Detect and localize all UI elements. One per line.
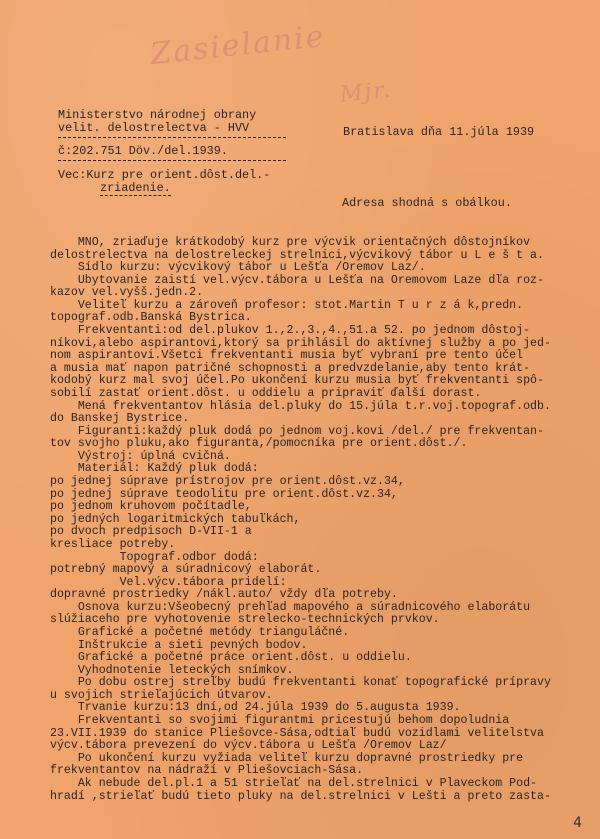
body-line: Ubytovanie zaistí vel.výcv.tábora u Lešťa na Oremovom Laze dľa roz- <box>50 273 544 287</box>
body-line: výcv.tábora prevezení do výcv.tábora u Lešťa /Oremov Laz/ <box>50 739 447 753</box>
subject-line-2: zriadenie. <box>100 181 171 195</box>
body-line: potrebný mapový a súradnicový elaborát. <box>50 563 322 577</box>
body-line: Ak nebude del.pl.1 a 51 strieľať na del.strelnici v Plaveckom Pod- <box>50 776 538 790</box>
body-line: Figuranti:každý pluk dodá po jednom voj.kovi /del./ pre frekventan- <box>50 424 544 438</box>
body-line: kresliace potreby. <box>50 537 176 551</box>
pencil-annotation-right: Mjr. <box>338 77 394 108</box>
body-line: Sídlo kurzu: výcvikový tábor u Lešťa /Oremov Laz/. <box>50 261 426 275</box>
page-number: 4 <box>573 815 582 831</box>
body-line: Po dobu ostrej streľby budú frekventanti konať topografické prípravy <box>50 676 551 690</box>
body-line: Osnova kurzu:Všeobecný prehľad mapového a súradnicového elaborátu <box>50 600 531 614</box>
pencil-annotation-top: Zasielanie <box>148 18 327 73</box>
org-line-2: velit. delostrelectva - HVV <box>58 121 250 135</box>
body-line: Frekventanti so svojimi figurantmi pricestujú behom dopoludnia <box>50 714 510 728</box>
body-line: MNO, zriaďuje krátkodobý kurz pre výcvik orientačných dôstojníkov <box>50 236 531 249</box>
body-line: Inštrukcie a sieti pevných bodov. <box>50 638 308 652</box>
body-line: kazov vel.vyšš.jedn.2. <box>50 286 204 300</box>
body-line: hradí ,strieľať budú tieto pluky na del.strelnici v Lešti a preto zasta- <box>50 789 551 803</box>
body-line: Vel.výcv.tábora pridelí: <box>50 575 287 589</box>
header-separator <box>58 137 286 138</box>
body-line: po jednej súprave teodolitu pre orient.dôst.vz.34, <box>50 487 398 501</box>
body-line: Po ukončení kurzu vyžiada veliteľ kurzu dopravné prostriedky pre <box>50 751 524 765</box>
body-line: po jedných logaritmických tabuľkách, <box>50 512 301 526</box>
body-line: Vyhodnotenie leteckých snímkov. <box>50 663 294 677</box>
body-line: Mená frekventantov hlásia del.pluky do 15.júla t.r.voj.topograf.odb. <box>50 399 551 413</box>
body-line: do Banskej Bystrice. <box>50 412 190 426</box>
reference-number: č:202.751 Döv./del.1939. <box>58 144 228 158</box>
body-line: Materiál: Každý pluk dodá: <box>50 462 259 476</box>
body-line: a musia mať napon patričné schopnosti a predvzdelanie,aby tento krát- <box>50 361 531 375</box>
body-line: dopravné prostriedky /nákl.auto/ vždy dľa potreby. <box>50 588 398 602</box>
body-line: po jednej súprave prístrojov pre orient.dôst.vz.34, <box>50 475 405 489</box>
body-line: Výstroj: úplná cvičná. <box>50 449 231 463</box>
body-line: po dvoch predpisoch D-VII-1 a <box>50 525 252 539</box>
reference-separator <box>58 160 286 161</box>
address-note: Adresa shodná s obálkou. <box>342 196 512 210</box>
body-line: Topograf.odbor dodá: <box>50 550 259 564</box>
body-line: 23.VII.1939 do stanice Pliešovce-Sása,odtiaľ budú vozidlami velitelstva <box>50 726 544 740</box>
body-line: Trvanie kurzu:13 dní,od 24.júla 1939 do 5.augusta 1939. <box>50 701 461 715</box>
body-line: Grafické a početné metódy trianguláčné. <box>50 625 350 639</box>
body-line: po jednom kruhovom počítadle, <box>50 500 252 514</box>
place-date: Bratislava dňa 11.júla 1939 <box>343 125 535 139</box>
body-line: topograf.odb.Banská Bystrica. <box>50 311 252 325</box>
body-line: frekventantov na nádraží v Pliešovciach-Sása. <box>50 764 364 778</box>
body-line: sobilí zastať orient.dôst. u oddielu a pripraviť ďalší dorast. <box>50 386 482 400</box>
body-line: Frekventanti:od del.plukov 1.,2.,3.,4.,51.a 52. po jednom dôstoj- <box>50 324 531 338</box>
body-line: kodobý kurz mal svoj účel.Po ukončení kurzu musia byť frekventanti spô- <box>50 374 544 388</box>
body-line: nom aspirantovi.Všetci frekventanti musia byť vybraní pre tento účel <box>50 349 524 363</box>
body-line: Veliteľ kurzu a zároveň profesor: stot.Martin T u r z á k,predn. <box>50 298 524 312</box>
body-line: u svojich strieľajúcich útvarov. <box>50 688 273 702</box>
body-line: delostrelectva na delostreleckej strelnici,výcvikový tábor u L e š t a. <box>50 248 544 262</box>
body-line: Grafické a početné práce orient.dôst. u oddielu. <box>50 651 412 665</box>
subject-line-1: Vec:Kurz pre orient.dôst.del.- <box>58 168 271 182</box>
org-line-1: Ministerstvo národnej obrany <box>58 108 257 122</box>
body-line: tov svojho pluku,ako figuranta,/pomocníka pre orient.dôst./. <box>50 437 468 451</box>
body-line: níkovi,alebo aspirantovi,ktorý sa prihlásil do aktívnej služby a po jed- <box>50 336 551 350</box>
body-line: slúžiaceho pre vyhotovenie strelecko-technických prvkov. <box>50 613 440 627</box>
